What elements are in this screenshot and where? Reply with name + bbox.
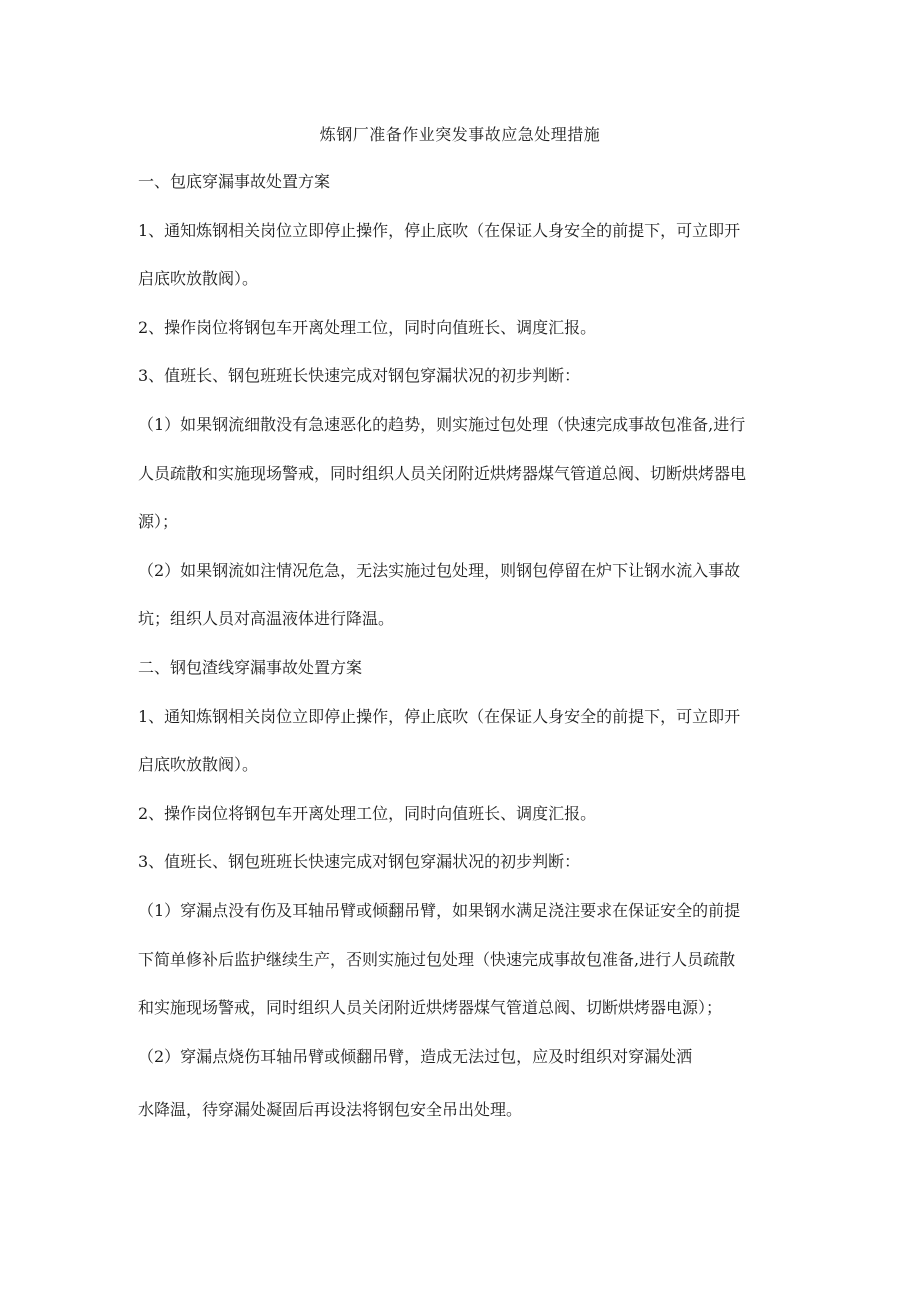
paragraph-line: 启底吹放散阀）。 bbox=[138, 755, 259, 775]
paragraph-line: （2）如果钢流如注情况危急，无法实施过包处理，则钢包停留在炉下让钢水流入事故 bbox=[138, 560, 741, 580]
document-body bbox=[138, 172, 788, 1148]
paragraph-line: 坑；组织人员对高温液体进行降温。 bbox=[138, 609, 395, 629]
paragraph-line: 2、操作岗位将钢包车开离处理工位，同时向值班长、调度汇报。 bbox=[138, 317, 597, 337]
paragraph-line: 源）； bbox=[138, 512, 179, 532]
paragraph-line: 1、通知炼钢相关岗位立即停止操作，停止底吹（在保证人身安全的前提下，可立即开 bbox=[138, 706, 741, 726]
paragraph-line: 人员疏散和实施现场警戒，同时组织人员关闭附近烘烤器煤气管道总阀、切断烘烤器电 bbox=[138, 463, 747, 483]
section-heading-2: 二、钢包渣线穿漏事故处置方案 bbox=[138, 657, 363, 677]
paragraph-line: （1）穿漏点没有伤及耳轴吊臂或倾翻吊臂，如果钢水满足浇注要求在保证安全的前提 bbox=[138, 900, 741, 920]
paragraph-line: 2、操作岗位将钢包车开离处理工位，同时向值班长、调度汇报。 bbox=[138, 803, 597, 823]
paragraph-line: 启底吹放散阀）。 bbox=[138, 269, 259, 289]
paragraph-line: 水降温，待穿漏处凝固后再设法将钢包安全吊出处理。 bbox=[138, 1099, 523, 1119]
paragraph-line: 1、通知炼钢相关岗位立即停止操作，停止底吹（在保证人身安全的前提下，可立即开 bbox=[138, 220, 741, 240]
paragraph-line: （1）如果钢流细散没有急速恶化的趋势，则实施过包处理（快速完成事故包准备,进行 bbox=[138, 414, 746, 434]
paragraph-line: 和实施现场警戒，同时组织人员关闭附近烘烤器煤气管道总阀、切断烘烤器电源）； bbox=[138, 998, 723, 1018]
section-heading-1: 一、包底穿漏事故处置方案 bbox=[138, 172, 331, 191]
paragraph-line: 3、值班长、钢包班班长快速完成对钢包穿漏状况的初步判断： bbox=[138, 366, 581, 386]
paragraph-line: （2）穿漏点烧伤耳轴吊臂或倾翻吊臂，造成无法过包，应及时组织对穿漏处洒 bbox=[138, 1046, 693, 1066]
paragraph-line: 3、值班长、钢包班班长快速完成对钢包穿漏状况的初步判断： bbox=[138, 852, 581, 872]
paragraph-line: 下简单修补后监护继续生产，否则实施过包处理（快速完成事故包准备,进行人员疏散 bbox=[138, 949, 736, 969]
document-title: 炼钢厂准备作业突发事故应急处理措施 bbox=[319, 125, 601, 144]
